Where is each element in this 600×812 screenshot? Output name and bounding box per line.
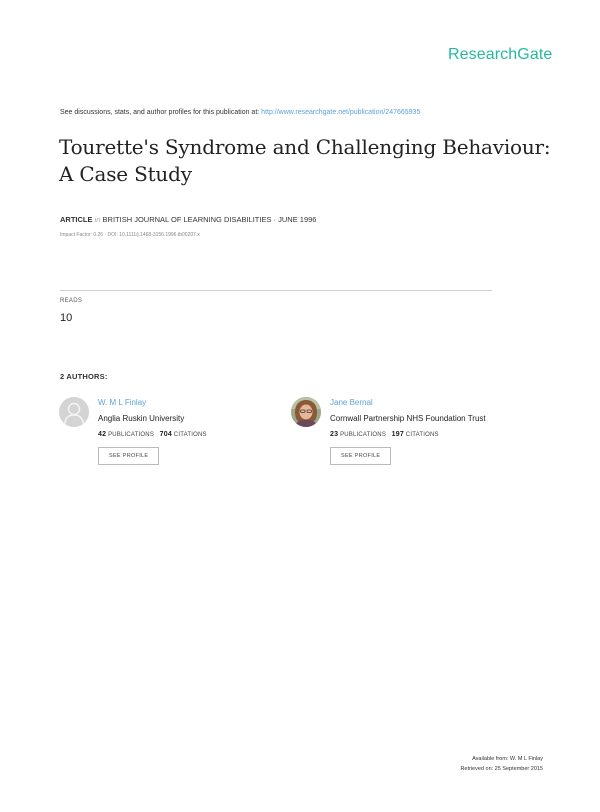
- author-name[interactable]: W. M L Finlay: [98, 398, 147, 407]
- article-type: ARTICLE: [60, 215, 93, 224]
- author-name[interactable]: Jane Bernal: [330, 398, 373, 407]
- available-from: Available from: W. M L Finlay: [472, 756, 543, 762]
- publication-count: 42: [98, 431, 107, 438]
- author-institution: Cornwall Partnership NHS Foundation Trust: [330, 414, 486, 423]
- reads-count: 10: [60, 312, 73, 324]
- publications-label: PUBLICATIONS: [340, 432, 387, 438]
- reads-label: READS: [60, 298, 83, 304]
- citation-count: 704: [159, 431, 172, 438]
- publication-link[interactable]: http://www.researchgate.net/publication/247665935: [261, 109, 421, 116]
- title-line-2: A Case Study: [59, 162, 192, 186]
- author-institution: Anglia Ruskin University: [98, 414, 185, 423]
- citations-label: CITATIONS: [173, 432, 207, 438]
- page-title: [59, 134, 559, 188]
- researchgate-logo[interactable]: ResearchGate: [448, 46, 553, 63]
- see-profile-button[interactable]: SEE PROFILE: [330, 447, 391, 465]
- article-meta: [60, 215, 316, 224]
- publications-label: PUBLICATIONS: [108, 432, 155, 438]
- title-line-1: Tourette's Syndrome and Challenging Behaviour:: [59, 135, 551, 159]
- author-stats: [330, 431, 560, 438]
- publication-count: 23: [330, 431, 339, 438]
- see-profile-button[interactable]: SEE PROFILE: [98, 447, 159, 465]
- default-avatar-icon[interactable]: [59, 397, 89, 427]
- discussion-text: See discussions, stats, and author profiles for this publication at:: [60, 109, 262, 116]
- citation-count: 197: [391, 431, 404, 438]
- retrieved-on: Retrieved on: 25 September 2015: [460, 766, 543, 772]
- citations-label: CITATIONS: [405, 432, 439, 438]
- footer-note: [460, 754, 543, 774]
- photo-avatar[interactable]: [291, 397, 321, 427]
- authors-heading: 2 AUTHORS:: [60, 372, 108, 381]
- divider: [60, 290, 492, 291]
- discussion-line: [60, 109, 420, 116]
- journal-name: BRITISH JOURNAL OF LEARNING DISABILITIES · JUNE 1996: [102, 215, 317, 224]
- impact-factor: Impact Factor: 0.26 · DOI: 10.1111/j.1468-3156.1996.tb00207.x: [60, 232, 200, 238]
- author-stats: [98, 431, 328, 438]
- article-in: in: [94, 215, 101, 224]
